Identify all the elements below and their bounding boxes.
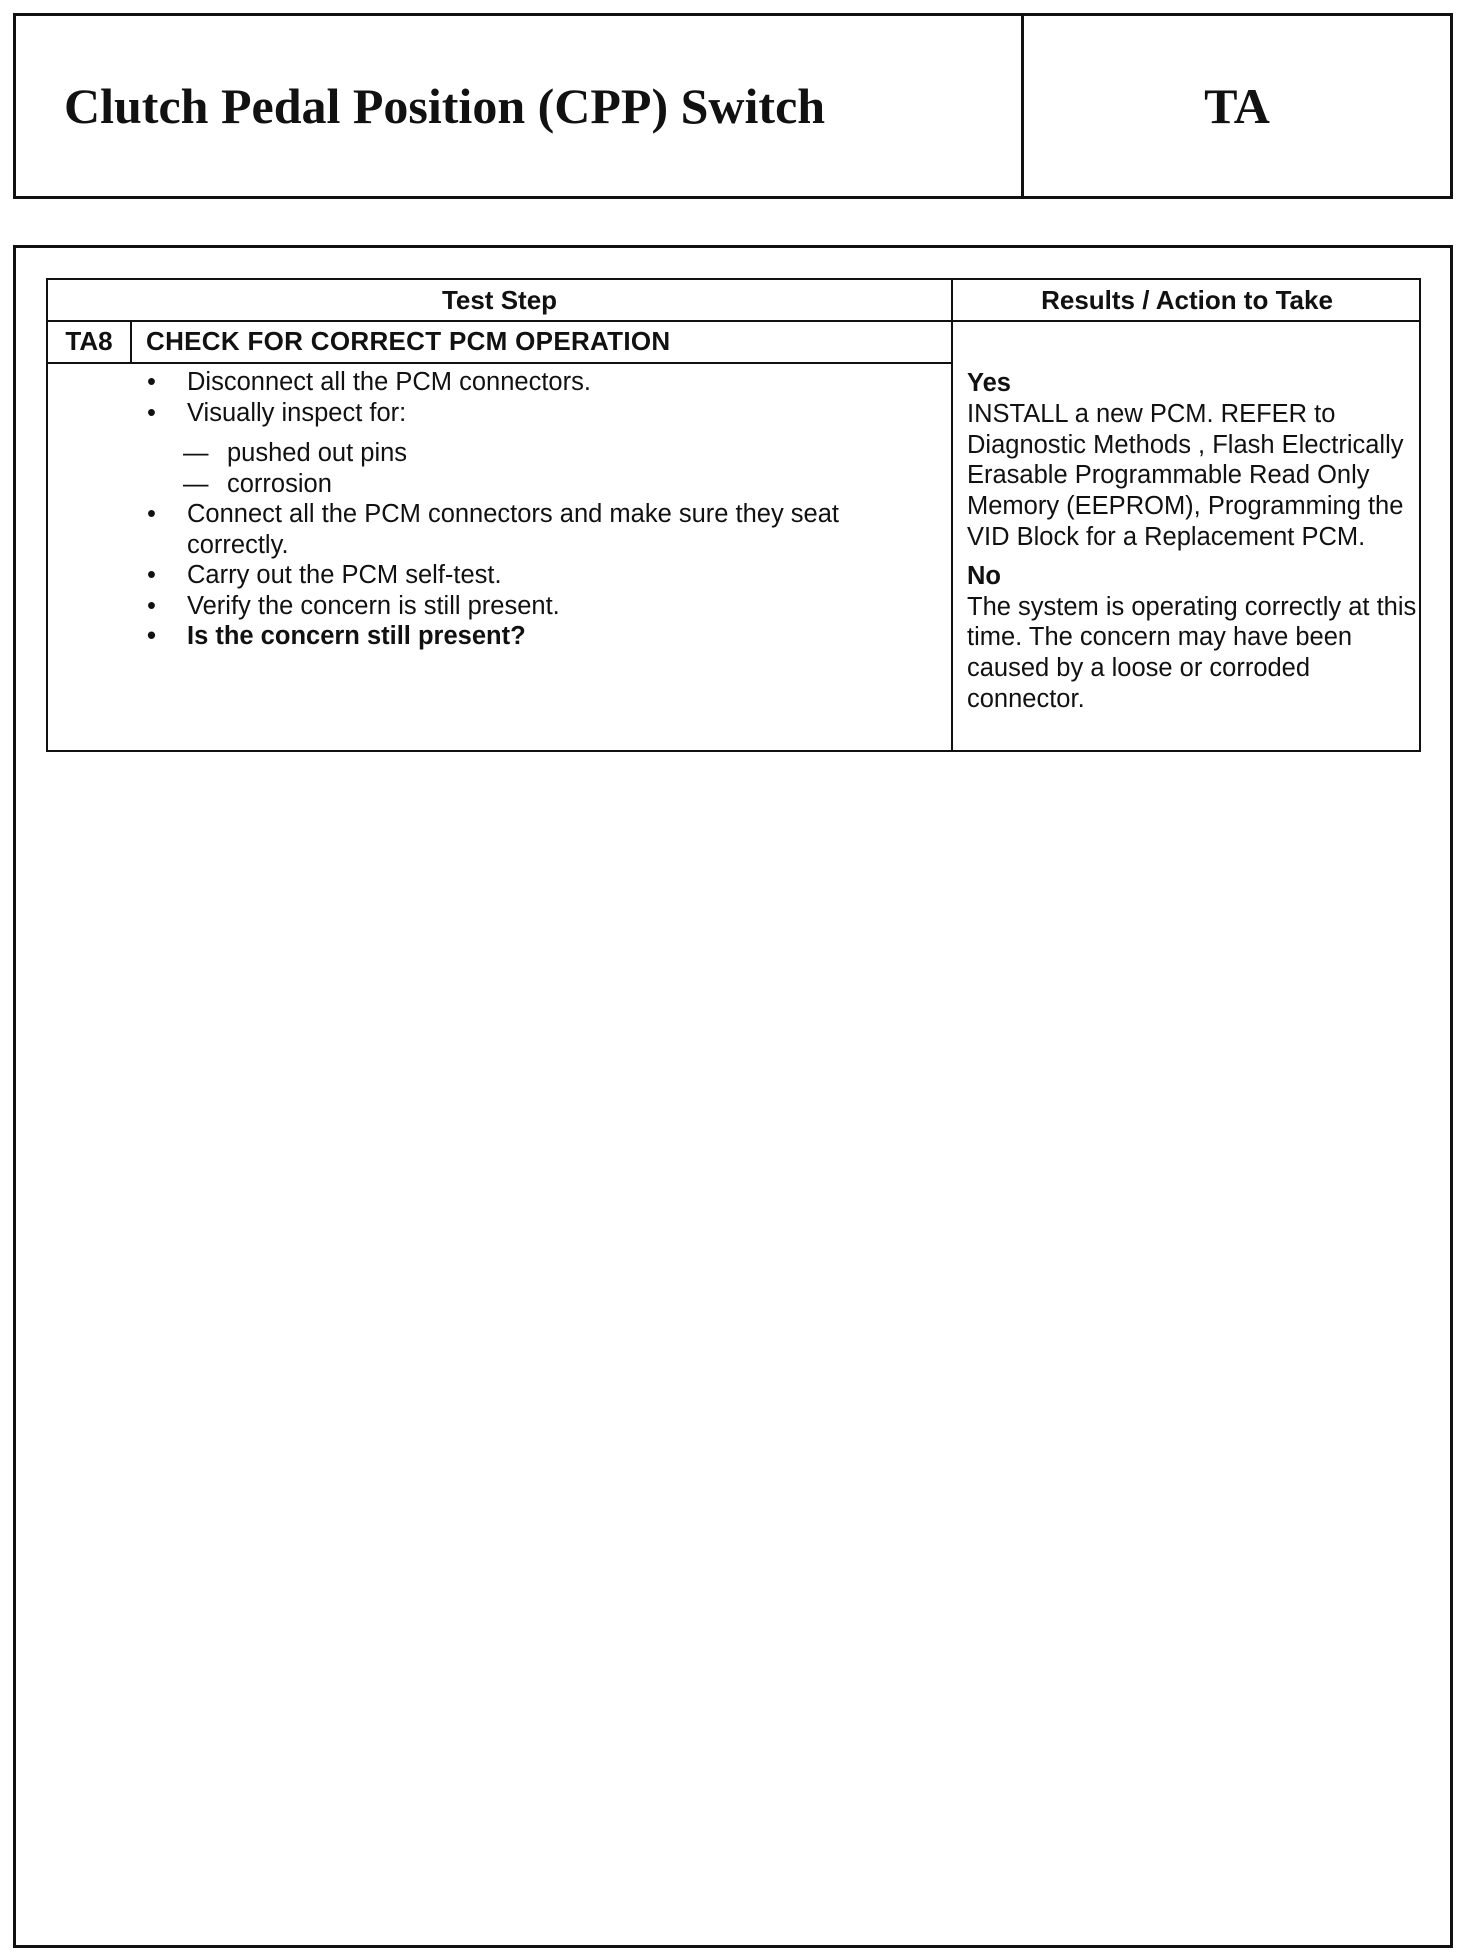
step-row-divider <box>48 362 951 364</box>
inspect-sublist <box>183 438 933 499</box>
sublist-text: pushed out pins <box>227 439 408 467</box>
sublist-item <box>183 438 933 469</box>
list-item <box>143 367 933 398</box>
results-column <box>967 368 1417 715</box>
column-divider <box>951 280 953 750</box>
test-step-column-header: Test Step <box>441 284 558 315</box>
bullet-icon: • <box>147 591 156 620</box>
instruction-list <box>143 367 933 652</box>
results-column-header: Results / Action to Take <box>1041 284 1333 315</box>
instruction-text: Verify the concern is still present. <box>187 591 560 620</box>
sublist-item <box>183 469 933 500</box>
page-header <box>13 13 1453 199</box>
list-item <box>143 398 933 429</box>
sublist-text: corrosion <box>227 469 332 498</box>
list-item <box>143 499 933 560</box>
list-item <box>143 621 933 652</box>
step-id-divider <box>130 320 132 362</box>
yes-label: Yes <box>967 369 1011 397</box>
dash-icon: — <box>183 439 209 467</box>
bullet-icon: • <box>147 500 156 528</box>
instruction-text: Disconnect all the PCM connectors. <box>187 368 591 396</box>
instruction-text: Carry out the PCM self-test. <box>187 561 502 589</box>
step-id: TA8 <box>65 325 113 356</box>
question-text: Is the concern still present? <box>187 622 526 650</box>
page-title: Clutch Pedal Position (CPP) Switch <box>64 78 826 134</box>
no-action: The system is operating correctly at this time. The concern may have been caused by a loose or corroded connector. <box>967 592 1417 713</box>
bullet-icon: • <box>147 368 156 396</box>
bullet-icon: • <box>147 561 156 589</box>
instruction-text: Visually inspect for: <box>187 398 407 427</box>
dash-icon: — <box>183 469 209 498</box>
no-label: No <box>967 561 1001 590</box>
yes-action: INSTALL a new PCM. REFER to Diagnostic Methods , Flash Electrically Erasable Programmable Read Only Memory (EEPROM), Programming the VID Block for a Replacement PCM. <box>967 399 1404 551</box>
bullet-icon: • <box>147 622 156 650</box>
bullet-icon: • <box>147 398 156 427</box>
step-title: CHECK FOR CORRECT PCM OPERATION <box>146 325 671 356</box>
list-item <box>143 560 933 591</box>
section-code: TA <box>1204 78 1270 134</box>
list-item <box>143 591 933 622</box>
test-step-table <box>46 278 1421 752</box>
instruction-text: Connect all the PCM connectors and make sure they seat correctly. <box>187 500 840 559</box>
content-frame <box>13 245 1453 1948</box>
